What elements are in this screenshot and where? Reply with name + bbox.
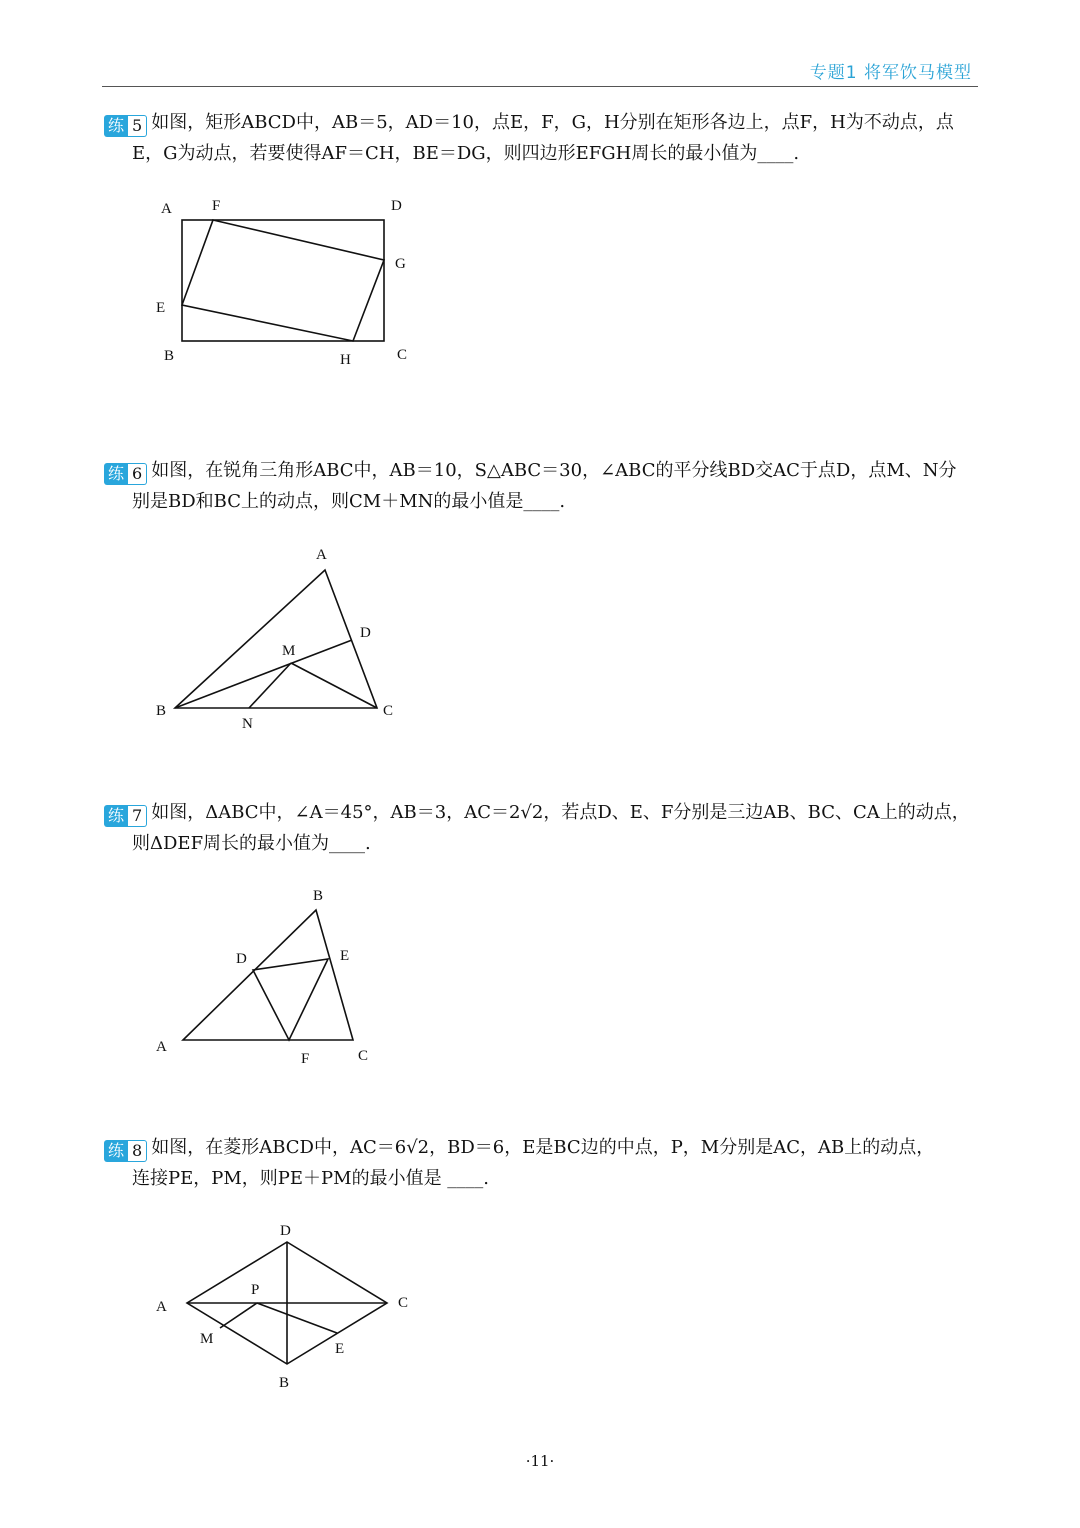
header-rule <box>102 86 978 87</box>
label-A: A <box>161 201 172 217</box>
label-A: A <box>156 1299 167 1315</box>
acute-triangle-figure <box>150 540 420 740</box>
label-G: G <box>395 256 406 272</box>
problem-badge: 练 8 <box>104 1140 147 1162</box>
problem-8-text-1: 如图，在菱形ABCD中，AC＝6√2，BD＝6，E是BC边的中点，P，M分别是AC，AB上的动点， <box>151 1137 935 1158</box>
label-C: C <box>383 703 394 719</box>
running-header: 专题1 将军饮马模型 <box>809 63 972 83</box>
label-P: P <box>251 1282 260 1298</box>
label-H: H <box>340 352 351 368</box>
label-E: E <box>156 300 166 316</box>
label-C: C <box>398 1295 409 1311</box>
problem-7-line-1 <box>104 797 980 828</box>
problem-badge: 练 7 <box>104 805 147 827</box>
problem-7 <box>104 797 980 859</box>
label-D: D <box>391 198 402 214</box>
problem-badge: 练 6 <box>104 463 147 485</box>
label-D: D <box>280 1223 291 1239</box>
problem-8 <box>104 1132 980 1194</box>
problem-5 <box>104 107 980 169</box>
problem-6-text-2: 别是BD和BC上的动点，则CM＋MN的最小值是____. <box>132 491 566 512</box>
label-B: B <box>313 888 324 904</box>
label-B: B <box>156 703 167 719</box>
label-N: N <box>242 716 253 732</box>
label-E: E <box>340 948 350 964</box>
problem-5-line-1 <box>104 107 980 138</box>
triangle-def-figure <box>150 880 410 1070</box>
label-C: C <box>358 1048 369 1064</box>
problem-7-text-2: 则ΔDEF周长的最小值为____. <box>132 833 371 854</box>
page-number: ·11· <box>525 1452 555 1470</box>
problem-7-text-1: 如图，ΔABC中，∠A＝45°，AB＝3，AC＝2√2，若点D、E、F分别是三边AB、BC、CA上的动点， <box>151 802 970 823</box>
problem-6-text-1: 如图，在锐角三角形ABC中，AB＝10，S△ABC＝30，∠ABC的平分线BD交AC于点D，点M、N分 <box>151 460 957 481</box>
problem-8-text-2: 连接PE，PM，则PE＋PM的最小值是 ____. <box>132 1168 490 1189</box>
label-M: M <box>282 643 296 659</box>
problem-5-text-2: E，G为动点，若要使得AF＝CH，BE＝DG，则四边形EFGH周长的最小值为____. <box>132 143 800 164</box>
label-F: F <box>212 198 221 214</box>
label-M: M <box>200 1331 214 1347</box>
problem-5-text-1: 如图，矩形ABCD中，AB＝5，AD＝10，点E，F，G，H分别在矩形各边上，点F，H为不动点，点 <box>151 112 954 133</box>
label-B: B <box>279 1375 290 1391</box>
problem-6 <box>104 455 980 517</box>
label-D: D <box>236 951 247 967</box>
rectangle-figure <box>150 190 420 370</box>
label-A: A <box>156 1039 167 1055</box>
rhombus-figure <box>150 1215 420 1395</box>
label-F: F <box>301 1051 310 1067</box>
problem-6-line-1 <box>104 455 980 486</box>
label-B: B <box>164 348 175 364</box>
label-A: A <box>316 547 327 563</box>
label-D: D <box>360 625 371 641</box>
problem-8-line-1 <box>104 1132 980 1163</box>
label-E: E <box>335 1341 345 1357</box>
problem-badge: 练 5 <box>104 115 147 137</box>
label-C: C <box>397 347 408 363</box>
